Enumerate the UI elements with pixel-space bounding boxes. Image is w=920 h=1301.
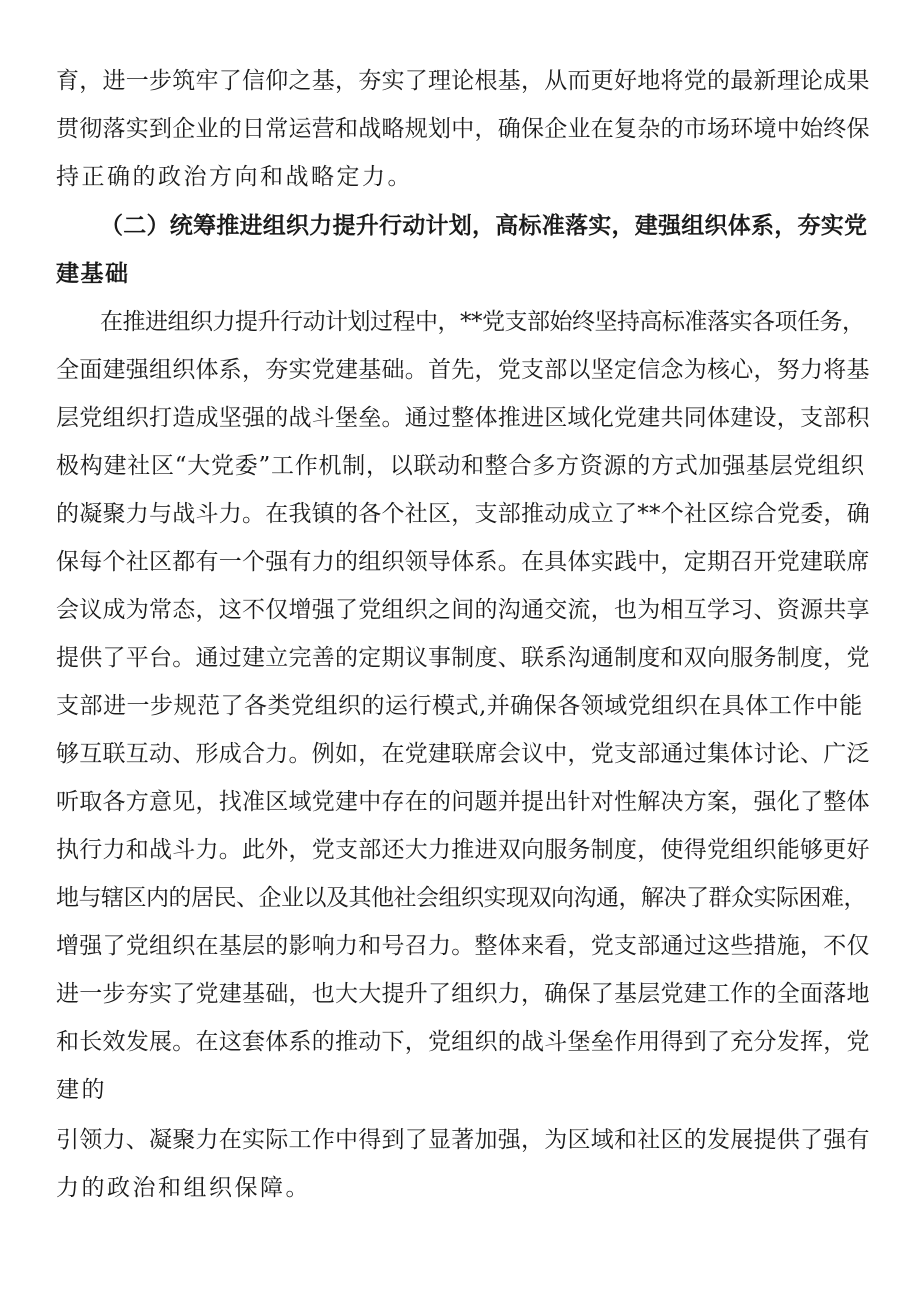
- section-heading-continued: 建基础: [56, 261, 130, 287]
- body-text-line: 够互联互动、形成合力。例如，在党建联席会议中，党支部通过集体讨论、广泛: [56, 741, 870, 767]
- body-text-line: 进一步夯实了党建基础，也大大提升了组织力，确保了基层党建工作的全面落地: [56, 981, 870, 1007]
- body-text-line: 全面建强组织体系，夯实党建基础。首先，党支部以坚定信念为核心，努力将基: [56, 357, 870, 383]
- body-text-line: 支部进一步规范了各类党组织的运行模式,并确保各领域党组织在具体工作中能: [56, 693, 863, 719]
- body-text-line: 层党组织打造成坚强的战斗堡垒。通过整体推进区域化党建共同体建设，支部积: [56, 405, 870, 431]
- body-text-line: 会议成为常态，这不仅增强了党组织之间的沟通交流，也为相互学习、资源共享: [56, 597, 870, 623]
- body-text-line: 保每个社区都有一个强有力的组织领导体系。在具体实践中，定期召开党建联席: [56, 549, 870, 575]
- body-text-line: 提供了平台。通过建立完善的定期议事制度、联系沟通制度和双向服务制度，党: [56, 645, 870, 671]
- body-text-line: 听取各方意见，找准区域党建中存在的问题并提出针对性解决方案，强化了整体: [56, 789, 870, 815]
- body-text-line: 引领力、凝聚力在实际工作中得到了显著加强，为区域和社区的发展提供了强有: [56, 1127, 870, 1153]
- body-text-line: 的凝聚力与战斗力。在我镇的各个社区，支部推动成立了**个社区综合党委，确: [56, 501, 870, 527]
- body-text-line: 建的: [56, 1077, 107, 1103]
- body-text-line: 力的政治和组织保障。: [56, 1175, 311, 1201]
- body-text-line: 持正确的政治方向和战略定力。: [56, 164, 413, 190]
- body-text-line: 和长效发展。在这套体系的推动下，党组织的战斗堡垒作用得到了充分发挥，党: [56, 1029, 870, 1055]
- body-text-line: 极构建社区“大党委”工作机制，以联动和整合多方资源的方式加强基层党组织: [56, 453, 865, 479]
- body-text-line: 执行力和战斗力。此外，党支部还大力推进双向服务制度，使得党组织能够更好: [56, 837, 870, 863]
- body-text-line: 地与辖区内的居民、企业以及其他社会组织实现双向沟通，解决了群众实际困难，: [56, 885, 866, 911]
- body-text-line: 增强了党组织在基层的影响力和号召力。整体来看，党支部通过这些措施，不仅: [56, 933, 870, 959]
- body-text-line: 贯彻落实到企业的日常运营和战略规划中，确保企业在复杂的市场环境中始终保: [56, 116, 870, 142]
- paragraph-first-line: 在推进组织力提升行动计划过程中，**党支部始终坚持高标准落实各项任务，: [100, 309, 865, 335]
- body-text-line: 育，进一步筑牢了信仰之基，夯实了理论根基，从而更好地将党的最新理论成果: [56, 68, 870, 94]
- section-heading: （二）统筹推进组织力提升行动计划，高标准落实，建强组织体系，夯实党: [100, 213, 868, 239]
